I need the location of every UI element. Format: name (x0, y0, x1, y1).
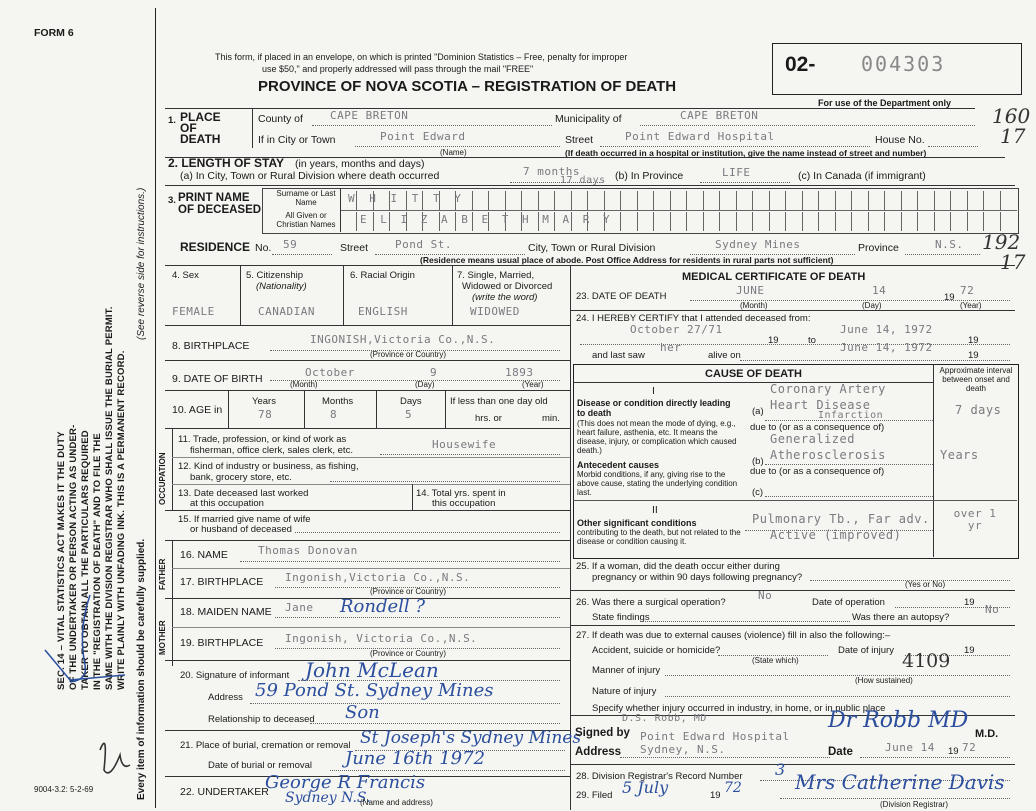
dod-year: 72 (960, 284, 975, 297)
total-years-label-1: 14. Total yrs. spent in (416, 488, 506, 499)
other-label: Other significant conditions (577, 518, 697, 528)
min-label: min. (542, 413, 560, 424)
dod-day: 14 (872, 284, 887, 297)
yes-no-sub: (Yes or No) (905, 580, 946, 589)
name-grid-cell (686, 191, 687, 210)
maiden-first: Jane (285, 601, 314, 614)
dod-day-sub: (Day) (862, 301, 882, 310)
dod-label: 23. DATE OF DEATH (576, 291, 667, 302)
other-2: Active (improved) (770, 528, 902, 542)
sig-address-2: Sydney, N.S. (640, 743, 726, 756)
stay-a-value2: 17 days (560, 175, 606, 186)
sex-value: FEMALE (172, 305, 215, 318)
relationship-value: Son (345, 702, 380, 723)
name-grid-cell (868, 212, 869, 231)
manner-label: Manner of injury (592, 665, 661, 676)
antecedent-note: Morbid conditions, if any, giving rise to the above cause, stating the underlying condition last. (577, 470, 738, 497)
surname-label: Surname or Last Name (276, 189, 336, 207)
father-birthplace-sub: (Province or Country) (370, 587, 447, 596)
immediate-note: (This does not mean the mode of dying, e.g., heart failure, asthenia, etc. It means the disease, injury, or complication which caused death.) (577, 419, 737, 455)
place-of-death-label: PLACE OF DEATH (180, 110, 221, 146)
q26-value: No (758, 589, 773, 602)
mother-section: MOTHER (158, 620, 167, 655)
other-note: contributing to the death, but not related to the disease or condition causing it. (577, 528, 741, 546)
residence-province-label: Province (858, 242, 899, 254)
residence-note: (Residence means usual place of abode. Post Office Address for residents in rural parts not sufficient) (420, 255, 834, 265)
dod-month: JUNE (736, 284, 765, 297)
last-worked-label-2: at this occupation (190, 498, 264, 509)
alive-19: 19 (968, 350, 979, 361)
given-label: All Given or Christian Names (276, 211, 336, 229)
racial-value: ENGLISH (358, 305, 408, 318)
name-grid-cell (653, 191, 654, 210)
hospital-note: (If death occurred in a hospital or institution, give the name instead of street and number) (565, 148, 927, 158)
part-1: I (652, 385, 655, 397)
name-grid-cell (802, 191, 803, 210)
filed-label: 29. Filed (576, 790, 613, 801)
name-grid-cell (752, 212, 753, 231)
undertaker-addr: Sydney N.S. (285, 790, 371, 806)
name-grid-cell (472, 191, 473, 210)
name-grid-cell (653, 212, 654, 231)
name-grid-cell (736, 212, 737, 231)
stay-b-label: (b) In Province (615, 170, 684, 182)
certify-to: to (808, 335, 816, 346)
cause-b-2: Atherosclerosis (770, 448, 886, 462)
state-which-sub: (State which) (752, 656, 799, 665)
footer-code: 9004-3.2: 5-2-69 (34, 785, 94, 794)
alive-on: June 14, 1972 (840, 341, 933, 354)
sex-label: 4. Sex (172, 270, 199, 281)
notice-line2: use $50," and properly addressed will pass through the mail "FREE" (262, 64, 534, 74)
side-text-8: Every item of information should be carefully supplied. (136, 538, 147, 800)
name-grid-cell (769, 212, 770, 231)
name-grid-cell (818, 212, 819, 231)
father-name: Thomas Donovan (258, 544, 358, 557)
doctor-signature: Dr Robb MD (828, 708, 969, 733)
stamp-code: 4109 (902, 650, 951, 672)
name-grid-cell (1000, 191, 1001, 210)
name-grid-cell (983, 212, 984, 231)
burial-date: June 16th 1972 (345, 748, 486, 769)
name-num: 3. (168, 195, 176, 206)
name-grid-cell (785, 212, 786, 231)
sig-date-label: Date (828, 746, 853, 758)
filed-19: 19 (710, 790, 721, 801)
undertaker-label: 22. UNDERTAKER (180, 786, 269, 798)
spouse-label-2: or husband of deceased (190, 524, 292, 535)
municipality-label: Municipality of (555, 113, 622, 125)
citizenship-value: CANADIAN (258, 305, 315, 318)
dod-year-sub: (Year) (960, 301, 982, 310)
city-label: If in City or Town (258, 134, 336, 146)
stay-a-value: 7 months (523, 165, 580, 178)
marital-label-3: (write the word) (472, 292, 538, 303)
name-grid-cell (703, 191, 704, 210)
name-grid-cell (538, 191, 539, 210)
injury-19: 19 (964, 645, 975, 656)
cause-a-2: Heart Disease (770, 398, 871, 412)
sig-date: June 14 (885, 741, 935, 754)
medical-title: MEDICAL CERTIFICATE OF DEATH (682, 271, 866, 283)
side-text-1: SEC. 14 – VITAL STATISTICS ACT MAKES IT THE DUTY (56, 431, 67, 690)
certify-19-b: 19 (968, 335, 979, 346)
q26-label: 26. Was there a surgical operation? (576, 597, 726, 608)
name-grid-cell (686, 212, 687, 231)
q25-label-1: 25. If a woman, did the death occur either during (576, 561, 780, 572)
dob-label: 9. DATE OF BIRTH (172, 373, 263, 385)
relationship-label: Relationship to deceased (208, 714, 315, 725)
house-label: House No. (875, 134, 925, 146)
birthplace-sub: (Province or Country) (370, 350, 447, 359)
name-label: PRINT NAME OF DECEASED (178, 192, 262, 216)
name-grid-cell (967, 191, 968, 210)
cause-b-1: Generalized (770, 432, 855, 446)
name-grid-cell (884, 191, 885, 210)
marital-value: WIDOWED (470, 305, 520, 318)
name-grid-cell (604, 191, 605, 210)
how-sustained-sub: (How sustained) (855, 676, 913, 685)
stay-b-value: LIFE (722, 166, 751, 179)
name-grid-cell (901, 191, 902, 210)
alive-on-label: alive on (708, 350, 741, 361)
filed-year: 72 (724, 780, 742, 796)
place-of-death-num: 1. (168, 115, 176, 126)
due-to-2: due to (or as a consequence of) (750, 466, 885, 477)
due-to-1: due to (or as a consequence of) (750, 422, 885, 433)
undertaker-name: George R Francis (265, 772, 426, 793)
name-grid-cell (620, 191, 621, 210)
name-grid-cell (719, 191, 720, 210)
marital-label-2: Widowed or Divorced (462, 281, 553, 292)
part-2: II (652, 504, 658, 516)
age-years-label: Years (252, 396, 276, 407)
father-birthplace-label: 17. BIRTHPLACE (180, 576, 264, 588)
marital-label-1: 7. Single, Married, (457, 270, 535, 281)
burial-place: St Joseph's Sydney Mines (360, 728, 582, 748)
side-text-5: SAME WITH THE DIVISION REGISTRAR WHO SHALL ISSUE THE BURIAL PERMIT. (104, 306, 115, 690)
name-grid-cell (637, 191, 638, 210)
reg-number: 004303 (861, 52, 946, 76)
md-label: M.D. (975, 728, 999, 740)
residence-province: N.S. (935, 238, 964, 251)
immediate-label: Disease or condition directly leading to death (577, 398, 731, 418)
name-grid-cell (736, 191, 737, 210)
last-worked-label-1: 13. Date deceased last worked (178, 488, 309, 499)
dob-year: 1893 (505, 366, 534, 379)
antecedent-label: Antecedent causes (577, 460, 660, 470)
mother-birthplace-sub: (Province or Country) (370, 649, 447, 658)
cause-c-label: (c) (752, 487, 764, 498)
age-days: 5 (405, 408, 413, 421)
q27-label: 27. If death was due to external causes (violence) fill in also the following:– (576, 630, 891, 641)
cause-b-label: (b) (752, 456, 764, 467)
county-value: CAPE BRETON (330, 109, 409, 122)
name-grid-cell (851, 212, 852, 231)
filed-date: 5 July (622, 778, 669, 797)
stay-c-label: (c) In Canada (if immigrant) (798, 170, 926, 182)
cause-title: CAUSE OF DEATH (705, 368, 802, 380)
city-value: Point Edward (380, 130, 466, 143)
dob-day-sub: (Day) (415, 380, 435, 389)
cause-a-interval: 7 days (955, 403, 1002, 417)
industry-label-1: 12. Kind of industry or business, as fishing, (178, 461, 359, 472)
name-grid-cell (983, 191, 984, 210)
spouse-label-1: 15. If married give name of wife (178, 514, 311, 525)
registrar-sub: (Division Registrar) (880, 800, 949, 809)
informant-address-label: Address (208, 692, 243, 703)
side-text-4: IN THE "REGISTRATION OF DEATH" AND TO FILE THE (92, 433, 103, 690)
trade-value: Housewife (432, 438, 497, 451)
length-of-stay-sub: (in years, months and days) (295, 158, 425, 170)
name-grid-cell (835, 212, 836, 231)
street-value: Point Edward Hospital (625, 130, 775, 143)
trade-label-2: fisherman, office clerk, sales clerk, etc. (190, 445, 353, 456)
residence-no: 59 (283, 238, 298, 251)
notice-line1: This form, if placed in an envelope, on which is printed "Dominion Statistics – Free, penalty for improper (215, 52, 628, 62)
age-days-label: Days (400, 396, 422, 407)
name-grid-cell (637, 212, 638, 231)
sig-19: 19 (948, 746, 959, 757)
father-birthplace: Ingonish,Victoria Co.,N.S. (285, 571, 471, 584)
sig-address-1: Point Edward Hospital (640, 730, 790, 743)
city-name-sub: (Name) (440, 148, 467, 157)
total-years-label-2: this occupation (432, 498, 496, 509)
name-grid-cell (950, 212, 951, 231)
name-grid-cell (835, 191, 836, 210)
residence-city-label: City, Town or Rural Division (528, 242, 656, 254)
cause-b-interval: Years (940, 448, 979, 462)
residence-label: RESIDENCE (180, 240, 251, 254)
nature-label: Nature of injury (592, 686, 657, 697)
undertaker-sub: (Name and address) (360, 798, 433, 807)
trade-label-1: 11. Trade, profession, or kind of work as (178, 434, 347, 445)
cause-a-3: Infarction (818, 410, 884, 421)
margin-num-4: 17 (1000, 250, 1026, 274)
q25-label-2: pregnancy or within 90 days following pregnancy? (592, 572, 803, 583)
age-months: 8 (330, 408, 338, 421)
name-grid-cell (785, 191, 786, 210)
mother-birthplace-label: 19. BIRTHPLACE (180, 637, 264, 649)
other-1: Pulmonary Tb., Far adv. (752, 512, 930, 526)
age-months-label: Months (322, 396, 354, 407)
residence-street-label: Street (340, 242, 369, 254)
name-grid-cell (818, 191, 819, 210)
name-grid-cell (670, 191, 671, 210)
certify-label: 24. I HEREBY CERTIFY that I attended deceased from: (576, 313, 811, 324)
name-grid-cell (719, 212, 720, 231)
less-day-label: If less than one day old (450, 396, 548, 407)
certify-from: October 27/71 (630, 323, 723, 336)
name-grid-cell (1000, 212, 1001, 231)
dob-month: October (305, 366, 355, 379)
name-grid-cell (554, 191, 555, 210)
last-saw-label: and last saw (592, 350, 645, 361)
registrar-num-label: 28. Division Registrar's Record Number (576, 771, 743, 782)
name-grid-cell (521, 191, 522, 210)
racial-label: 6. Racial Origin (350, 270, 415, 281)
name-grid-cell (752, 191, 753, 210)
date-op-label: Date of operation (812, 597, 885, 608)
certify-to-date: June 14, 1972 (840, 323, 933, 336)
stay-a-label: (a) In City, Town or Rural Division where death occurred (180, 170, 440, 182)
dod-month-sub: (Month) (740, 301, 768, 310)
informant-address: 59 Pond St. Sydney Mines (255, 680, 494, 701)
name-grid-cell (917, 212, 918, 231)
side-text-7: (See reverse side for instructions.) (136, 187, 147, 340)
name-grid-cell (851, 191, 852, 210)
dob-month-sub: (Month) (290, 380, 318, 389)
street-label: Street (565, 134, 594, 146)
mother-birthplace: Ingonish, Victoria Co.,N.S. (285, 632, 478, 645)
doctor-typed: D.S. Robb, MD (622, 713, 707, 724)
autopsy-value: No (985, 603, 1000, 616)
occupation-section: OCCUPATION (158, 452, 167, 505)
name-grid-cell (587, 191, 588, 210)
father-section: FATHER (158, 558, 167, 590)
residence-street: Pond St. (395, 238, 452, 251)
length-of-stay-label: 2. LENGTH OF STAY (168, 156, 285, 170)
surname-value: W H I T T Y (348, 192, 465, 205)
dob-day: 9 (430, 366, 438, 379)
name-grid-cell (769, 191, 770, 210)
sig-address-label: Address (575, 746, 622, 758)
birthplace-value: INGONISH,Victoria Co.,N.S. (310, 333, 496, 346)
informant-sig-label: 20. Signature of informant (180, 670, 290, 681)
name-grid-cell (868, 191, 869, 210)
name-grid-cell (488, 191, 489, 210)
op-19: 19 (964, 597, 975, 608)
name-grid-cell (934, 191, 935, 210)
side-text-3: TAKER TO OBTAIN ALL THE PARTICULARS REQUIRED (80, 430, 91, 690)
citizenship-label: 5. Citizenship (246, 270, 304, 281)
form-id: FORM 6 (34, 27, 74, 39)
cause-a-label: (a) (752, 406, 764, 417)
burial-date-label: Date of burial or removal (208, 760, 313, 771)
name-grid-cell (703, 212, 704, 231)
margin-num-3: 192 (982, 230, 1021, 254)
dod-19: 19 (944, 292, 955, 303)
date-injury-label: Date of injury (838, 645, 894, 656)
municipality-value: CAPE BRETON (680, 109, 759, 122)
margin-scribbles (30, 570, 140, 810)
margin-num-1: 160 (992, 104, 1031, 128)
name-grid-cell (901, 212, 902, 231)
accident-label: Accident, suicide or homicide? (592, 645, 721, 656)
name-grid-cell (884, 212, 885, 231)
given-value: E L I Z A B E T H M A R Y (360, 213, 614, 226)
last-saw-who: her (660, 341, 682, 354)
side-text-2: OF THE UNDERTAKER OR PERSON ACTING AS UNDER- (68, 424, 79, 690)
name-grid-cell (620, 212, 621, 231)
age-years: 78 (258, 408, 273, 421)
burial-place-label: 21. Place of burial, cremation or removal (180, 740, 351, 751)
dept-use-label: For use of the Department only (818, 98, 952, 108)
registration-number-box (772, 43, 1022, 95)
state-findings-label: State findings (592, 612, 650, 623)
registrar-signature: Mrs Catherine Davis (795, 770, 1005, 794)
residence-no-label: No. (255, 242, 272, 254)
name-grid-cell (950, 191, 951, 210)
industry-label-2: bank, grocery store, etc. (190, 472, 292, 483)
informant-signature: John McLean (305, 658, 439, 682)
specify-label: Specify whether injury occurred in industry, in home, or in public place (592, 703, 886, 714)
birthplace-label: 8. BIRTHPLACE (172, 340, 250, 352)
age-label: 10. AGE in (172, 404, 223, 416)
name-grid-cell (571, 191, 572, 210)
father-name-label: 16. NAME (180, 549, 228, 561)
citizenship-sub: (Nationality) (256, 281, 307, 292)
side-text-6: WRITE PLAINLY WITH UNFADING INK. THIS IS A PERMANENT RECORD. (116, 350, 127, 690)
cause-a-1: Coronary Artery (770, 382, 886, 396)
name-grid-cell (356, 212, 357, 231)
interval-label: Approximate interval between onset and death (939, 366, 1013, 393)
certify-19-a: 19 (768, 335, 779, 346)
sig-year: 72 (962, 741, 977, 754)
hrs-label: hrs. or (475, 413, 502, 424)
autopsy-label: Was there an autopsy? (852, 612, 950, 623)
dob-year-sub: (Year) (522, 380, 544, 389)
residence-city: Sydney Mines (715, 238, 801, 251)
registrar-num: 3 (775, 760, 786, 779)
name-grid-cell (670, 212, 671, 231)
page-title: PROVINCE OF NOVA SCOTIA – REGISTRATION OF DEATH (258, 78, 677, 95)
margin-num-2: 17 (1000, 124, 1026, 148)
name-grid-cell (802, 212, 803, 231)
name-grid-cell (505, 191, 506, 210)
other-interval: over 1 yr (953, 507, 997, 532)
reg-prefix: 02- (785, 53, 816, 76)
maiden-last: Rondell ? (340, 596, 426, 617)
maiden-label: 18. MAIDEN NAME (180, 606, 272, 618)
name-grid-cell (917, 191, 918, 210)
name-grid-cell (967, 212, 968, 231)
signed-by-label: Signed by (575, 727, 630, 739)
county-label: County of (258, 113, 303, 125)
name-grid-cell (934, 212, 935, 231)
